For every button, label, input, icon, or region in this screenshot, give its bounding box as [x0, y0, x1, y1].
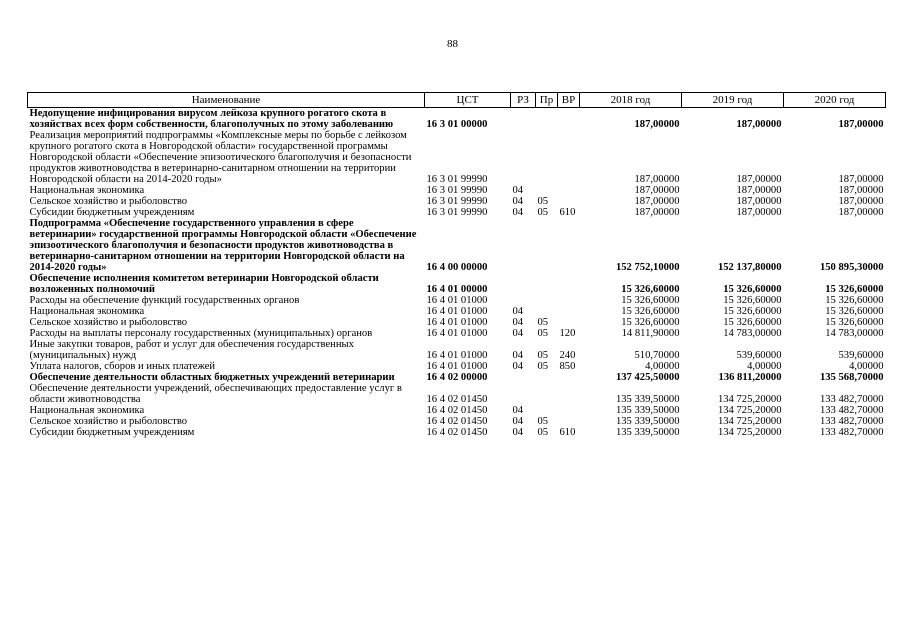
row-vr	[558, 196, 580, 207]
row-name: Сельское хозяйство и рыболовство	[29, 317, 188, 328]
header-cst: ЦСТ	[425, 93, 511, 108]
row-2018: 15 326,60000	[621, 284, 680, 295]
row-2019: 4,00000	[747, 361, 782, 372]
page-number: 88	[447, 38, 458, 50]
table-row	[28, 416, 886, 427]
row-cst: 16 4 02 00000	[426, 372, 488, 383]
row-pr: 05	[537, 427, 549, 438]
row-2018: 15 326,60000	[621, 295, 680, 306]
row-2020: 15 326,60000	[825, 295, 884, 306]
row-cst: 16 4 00 00000	[426, 262, 488, 273]
row-rz	[511, 273, 536, 295]
row-vr: 240	[559, 350, 576, 361]
row-name: Сельское хозяйство и рыболовство	[29, 416, 188, 427]
row-cst: 16 4 02 01450	[426, 405, 488, 416]
row-cst: 16 4 01 01000	[426, 317, 488, 328]
table-row	[28, 317, 886, 328]
row-2018: 135 339,50000	[615, 405, 680, 416]
row-vr	[558, 416, 580, 427]
table-row	[28, 328, 886, 339]
row-rz	[511, 372, 536, 383]
row-cst: 16 4 01 01000	[426, 328, 488, 339]
header-2018: 2018 год	[580, 93, 682, 108]
row-pr	[536, 295, 558, 306]
row-vr: 120	[559, 328, 576, 339]
row-pr: 05	[537, 196, 549, 207]
table-row	[28, 361, 886, 372]
row-cst: 16 4 02 01450	[426, 416, 488, 427]
row-rz: 04	[512, 427, 524, 438]
row-cst: 16 4 02 01450	[426, 427, 488, 438]
row-2020: 15 326,60000	[825, 284, 884, 295]
table-row	[28, 295, 886, 306]
table-row	[28, 306, 886, 317]
row-2019: 134 725,20000	[717, 405, 782, 416]
row-2020: 133 482,70000	[819, 427, 884, 438]
table-row	[28, 427, 886, 438]
row-2020: 187,00000	[838, 119, 884, 130]
row-2020: 133 482,70000	[819, 394, 884, 405]
row-2019: 14 783,00000	[723, 328, 782, 339]
row-name: Субсидии бюджетным учреждениям	[29, 427, 195, 438]
row-vr	[558, 295, 580, 306]
row-2020: 539,60000	[838, 350, 884, 361]
row-rz: 04	[512, 207, 524, 218]
row-pr	[536, 306, 558, 317]
row-2018: 135 339,50000	[615, 427, 680, 438]
row-rz: 04	[512, 416, 524, 427]
row-vr: 850	[559, 361, 576, 372]
row-vr	[558, 317, 580, 328]
row-2019: 15 326,60000	[723, 295, 782, 306]
table-row	[28, 405, 886, 416]
row-rz: 04	[512, 317, 524, 328]
table-body	[28, 108, 886, 439]
row-name: Недопущение инфицирования вирусом лейкоза крупного рогатого скота в хозяйствах всех форм собственности, благополучных по этому заболеванию	[29, 108, 394, 130]
row-vr: 610	[559, 427, 576, 438]
row-rz: 04	[512, 306, 524, 317]
row-2020: 4,00000	[849, 361, 884, 372]
row-2020: 150 895,30000	[819, 262, 884, 273]
row-2019: 187,00000	[736, 207, 782, 218]
row-rz	[511, 108, 536, 131]
row-vr	[558, 372, 580, 383]
row-name: Подпрограмма «Обеспечение государственного управления в сфере ветеринарии» государственной программы Новгородской области «Обеспечение эпизоотического благополучия и безопасности продуктов животноводства в ветеринарно-санитарном отношении на территории Новгородской области на 2014-2020 годы»	[29, 218, 417, 273]
row-2019: 152 137,80000	[717, 262, 782, 273]
row-2020: 133 482,70000	[819, 416, 884, 427]
row-name: Иные закупки товаров, работ и услуг для обеспечения государственных (муниципальных) нужд	[29, 339, 354, 361]
row-2020: 187,00000	[838, 207, 884, 218]
row-rz: 04	[512, 405, 524, 416]
row-name: Национальная экономика	[29, 185, 145, 196]
table-row	[28, 185, 886, 196]
row-name: Национальная экономика	[29, 405, 145, 416]
row-cst: 16 3 01 00000	[426, 119, 488, 130]
row-vr	[558, 218, 580, 273]
table-row	[28, 339, 886, 361]
row-2019: 187,00000	[736, 174, 782, 185]
row-name: Сельское хозяйство и рыболовство	[29, 196, 188, 207]
row-name: Обеспечение исполнения комитетом ветеринарии Новгородской области возложенных полномочий	[29, 273, 379, 295]
row-name: Реализация мероприятий подпрограммы «Комплексные меры по борьбе с лейкозом крупного рогатого скота в Новгородской области» государственной программы Новгородской области «Обеспечение эпизоотического благополучия и безопасности продуктов животноводства в ветеринарно-санитарном отношении на территории Новгородской области на 2014-2020 годы»	[29, 130, 412, 185]
row-name: Субсидии бюджетным учреждениям	[29, 207, 195, 218]
row-vr	[558, 306, 580, 317]
row-vr	[558, 185, 580, 196]
row-2018: 135 339,50000	[615, 416, 680, 427]
row-2019: 539,60000	[736, 350, 782, 361]
row-2018: 15 326,60000	[621, 306, 680, 317]
row-pr	[536, 108, 558, 131]
row-2020: 187,00000	[838, 174, 884, 185]
row-pr: 05	[537, 416, 549, 427]
row-cst: 16 4 01 00000	[426, 284, 488, 295]
row-pr	[536, 405, 558, 416]
row-pr	[536, 185, 558, 196]
row-cst: 16 4 01 01000	[426, 350, 488, 361]
row-2018: 187,00000	[634, 196, 680, 207]
row-rz: 04	[512, 361, 524, 372]
row-cst: 16 4 02 01450	[426, 394, 488, 405]
row-2019: 187,00000	[736, 185, 782, 196]
row-rz	[511, 218, 536, 273]
row-vr	[558, 383, 580, 405]
row-2018: 187,00000	[634, 174, 680, 185]
row-2019: 187,00000	[736, 196, 782, 207]
row-vr	[558, 405, 580, 416]
row-vr: 610	[559, 207, 576, 218]
table-row	[28, 130, 886, 185]
row-pr	[536, 273, 558, 295]
row-cst: 16 4 01 01000	[426, 295, 488, 306]
row-cst: 16 3 01 99990	[426, 196, 488, 207]
row-2020: 133 482,70000	[819, 405, 884, 416]
row-pr: 05	[537, 361, 549, 372]
row-pr: 05	[537, 207, 549, 218]
row-2018: 152 752,10000	[615, 262, 680, 273]
row-2018: 15 326,60000	[621, 317, 680, 328]
row-name: Уплата налогов, сборов и иных платежей	[29, 361, 216, 372]
row-rz: 04	[512, 328, 524, 339]
row-name: Обеспечение деятельности учреждений, обеспечивающих предоставление услуг в области животноводства	[29, 383, 402, 405]
row-2018: 4,00000	[645, 361, 680, 372]
row-rz: 04	[512, 350, 524, 361]
row-2020: 14 783,00000	[825, 328, 884, 339]
row-2018: 14 811,90000	[621, 328, 680, 339]
row-cst: 16 3 01 99990	[426, 185, 488, 196]
table-row	[28, 218, 886, 273]
row-2018: 510,70000	[634, 350, 680, 361]
row-2019: 134 725,20000	[717, 394, 782, 405]
header-pr: Пр	[536, 93, 558, 108]
budget-table	[27, 92, 886, 438]
row-pr: 05	[537, 328, 549, 339]
row-2020: 135 568,70000	[819, 372, 884, 383]
row-2019: 15 326,60000	[723, 306, 782, 317]
row-2019: 15 326,60000	[723, 284, 782, 295]
row-2018: 187,00000	[634, 185, 680, 196]
row-rz	[511, 295, 536, 306]
row-cst: 16 3 01 99990	[426, 207, 488, 218]
row-name: Расходы на обеспечение функций государственных органов	[29, 295, 300, 306]
row-2018: 187,00000	[634, 207, 680, 218]
row-pr: 05	[537, 350, 549, 361]
row-name: Расходы на выплаты персоналу государственных (муниципальных) органов	[29, 328, 373, 339]
row-pr	[536, 130, 558, 185]
row-pr	[536, 372, 558, 383]
row-pr: 05	[537, 317, 549, 328]
row-rz: 04	[512, 196, 524, 207]
row-2018: 137 425,50000	[615, 372, 680, 383]
row-vr	[558, 130, 580, 185]
row-2018: 187,00000	[634, 119, 680, 130]
row-2020: 187,00000	[838, 196, 884, 207]
table-row	[28, 372, 886, 383]
row-2020: 187,00000	[838, 185, 884, 196]
row-2018: 135 339,50000	[615, 394, 680, 405]
row-cst: 16 4 01 01000	[426, 361, 488, 372]
header-2020: 2020 год	[784, 93, 886, 108]
header-rz: РЗ	[511, 93, 536, 108]
table-row	[28, 196, 886, 207]
row-pr	[536, 383, 558, 405]
row-2019: 15 326,60000	[723, 317, 782, 328]
table-row	[28, 383, 886, 405]
table-row	[28, 207, 886, 218]
row-2019: 136 811,20000	[718, 372, 782, 383]
row-cst: 16 3 01 99990	[426, 174, 488, 185]
header-2019: 2019 год	[682, 93, 784, 108]
row-name: Национальная экономика	[29, 306, 145, 317]
header-name: Наименование	[28, 93, 425, 108]
table-row	[28, 108, 886, 131]
row-2020: 15 326,60000	[825, 317, 884, 328]
header-vr: ВР	[558, 93, 580, 108]
row-2019: 187,00000	[736, 119, 782, 130]
row-2020: 15 326,60000	[825, 306, 884, 317]
row-vr	[558, 273, 580, 295]
row-2019: 134 725,20000	[717, 427, 782, 438]
row-vr	[558, 108, 580, 131]
row-rz: 04	[512, 185, 524, 196]
table-header	[28, 93, 886, 108]
row-2019: 134 725,20000	[717, 416, 782, 427]
row-rz	[511, 383, 536, 405]
row-name: Обеспечение деятельности областных бюджетных учреждений ветеринарии	[29, 372, 395, 383]
table-row	[28, 273, 886, 295]
row-rz	[511, 130, 536, 185]
row-pr	[536, 218, 558, 273]
row-cst: 16 4 01 01000	[426, 306, 488, 317]
